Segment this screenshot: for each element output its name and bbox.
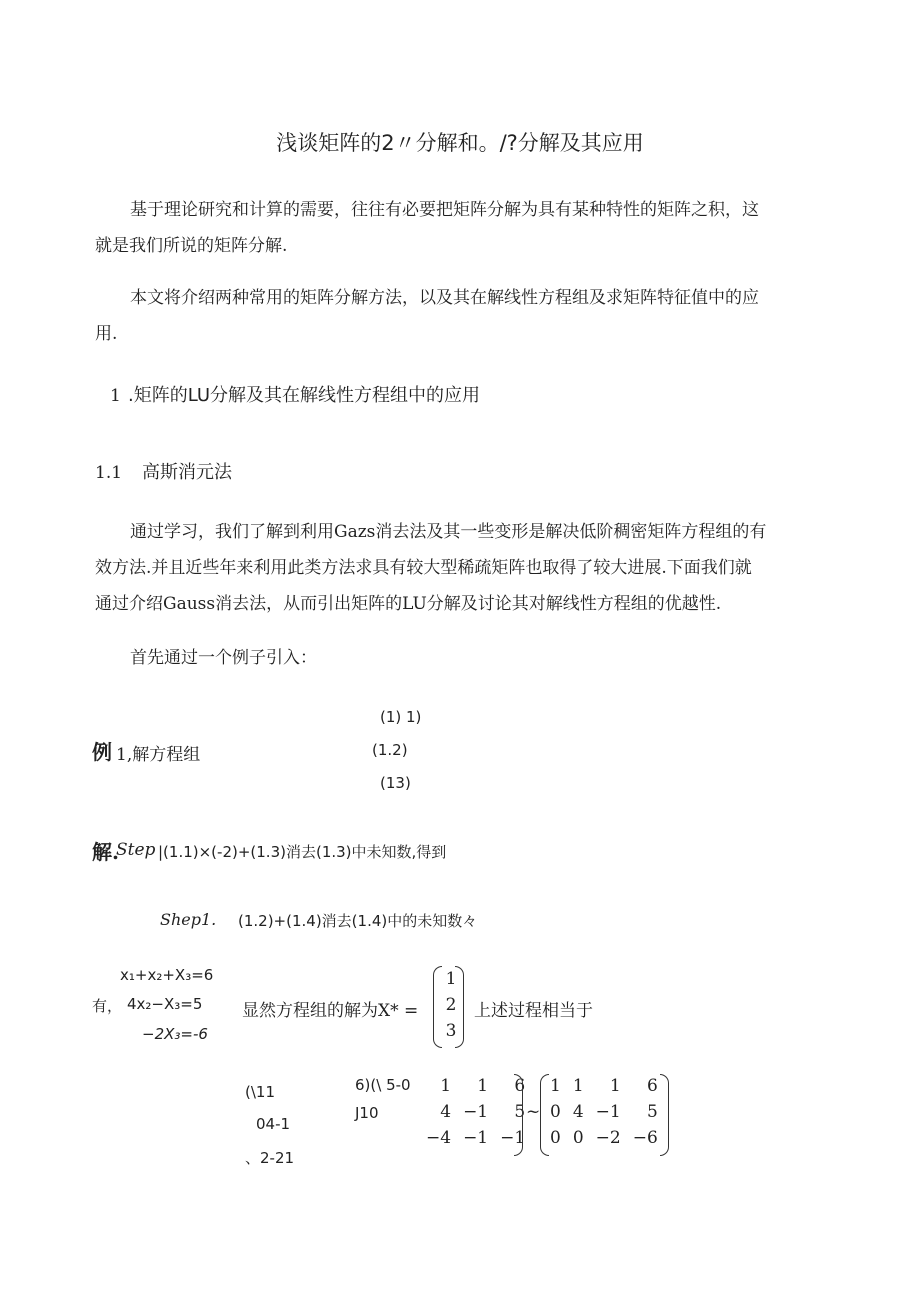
matrix-2 — [544, 1073, 664, 1151]
matrix-cell: −1 — [463, 1102, 489, 1122]
matrix-cell: 5 — [646, 1102, 658, 1122]
example-eq-3: (13) — [380, 774, 411, 792]
matrix-cell: 1 — [609, 1076, 621, 1096]
garbled-a-1: (\11 — [245, 1083, 275, 1101]
vector-entry: 1 — [445, 969, 457, 989]
matrix-cell: 6 — [646, 1076, 658, 1096]
matrix-cell: 0 — [572, 1128, 584, 1148]
matrix-cell: 0 — [550, 1102, 561, 1122]
matrix-cell: 1 — [477, 1076, 489, 1096]
garbled-b-1: 6)(\ 5-0 — [355, 1076, 411, 1094]
step-2-label: Shep1. — [160, 910, 217, 929]
matrix-1-right-bracket — [514, 1074, 523, 1156]
intro-paragraph-2-line-1: 本文将介绍两种常用的矩阵分解方法，以及其在解线性方程组及求矩阵特征值中的应 — [130, 288, 759, 308]
intro-paragraph-2-line-2: 用. — [95, 324, 118, 344]
matrix-cell: −2 — [595, 1128, 621, 1148]
garbled-a-3: 、2-21 — [245, 1149, 295, 1167]
vector-entry: 2 — [445, 995, 457, 1015]
row-equivalence-symbol: ~ — [526, 1102, 541, 1122]
matrix-cell: 5 — [514, 1102, 526, 1122]
system-line-3: −2X₃=-6 — [142, 1025, 208, 1043]
matrix-cell: 1 — [550, 1076, 561, 1096]
vector-left-bracket — [433, 966, 442, 1048]
matrix-cell: −1 — [595, 1102, 621, 1122]
paragraph-3-line-2: 效方法.并且近些年来利用此类方法求具有较大型稀疏矩阵也取得了较大进展.下面我们就 — [95, 558, 752, 578]
matrix-cell: −1 — [463, 1128, 489, 1148]
system-line-1: x₁+x₂+X₃=6 — [120, 966, 214, 984]
section-1-1-heading: 高斯消元法 — [142, 462, 232, 483]
garbled-a-2: 04-1 — [256, 1115, 291, 1133]
section-1-number: 1 — [110, 386, 121, 406]
example-label: 例 — [92, 740, 112, 764]
section-1-heading: .矩阵的LU分解及其在解线性方程组中的应用 — [128, 385, 481, 406]
system-line-2: 4x₂−X₃=5 — [127, 995, 203, 1013]
step-2-text: (1.2)+(1.4)消去(1.4)中的未知数々 — [238, 912, 478, 930]
matrix-cell: −1 — [500, 1128, 526, 1148]
example-eq-1: (1) 1) — [380, 708, 422, 726]
page-title: 浅谈矩阵的2〃分解和。/?分解及其应用 — [276, 131, 644, 155]
vector-right-bracket — [455, 966, 464, 1048]
section-1-1-number: 1.1 — [95, 463, 123, 483]
paragraph-3-line-1: 通过学习，我们了解到利用Gazs消去法及其一些变形是解决低阶稠密矩阵方程组的有 — [130, 522, 767, 542]
matrix-cell: 0 — [550, 1128, 561, 1148]
paragraph-4: 首先通过一个例子引入： — [130, 648, 317, 668]
solution-step-text: |(1.1)×(-2)+(1.3)消去(1.3)中未知数,得到 — [158, 843, 447, 861]
process-text: 上述过程相当于 — [474, 1001, 593, 1021]
matrix-cell: 1 — [572, 1076, 584, 1096]
matrix-cell: 6 — [514, 1076, 526, 1096]
example-eq-2: (1.2) — [372, 741, 408, 759]
matrix-cell: 4 — [440, 1102, 452, 1122]
intro-paragraph-1-line-2: 就是我们所说的矩阵分解. — [95, 236, 288, 256]
paragraph-3-line-3: 通过介绍Gauss消去法，从而引出矩阵的LU分解及讨论其对解线性方程组的优越性. — [95, 594, 722, 614]
matrix-cell: −4 — [426, 1128, 452, 1148]
solution-vector-text: 显然方程组的解为X* = — [242, 1001, 419, 1021]
vector-entry: 3 — [445, 1021, 457, 1041]
intro-paragraph-1-line-1: 基于理论研究和计算的需要，往往有必要把矩阵分解为具有某种特性的矩阵之积，这 — [130, 200, 759, 220]
example-text: 1,解方程组 — [116, 745, 201, 765]
solution-step-label: Step — [116, 840, 156, 860]
solution-label: 解. — [92, 840, 119, 864]
matrix-2-right-bracket — [660, 1074, 669, 1156]
system-prefix: 有， — [92, 997, 123, 1015]
matrix-cell: 4 — [572, 1102, 584, 1122]
matrix-cell: 1 — [440, 1076, 452, 1096]
matrix-cell: −6 — [632, 1128, 658, 1148]
garbled-b-2: J10 — [355, 1104, 379, 1122]
